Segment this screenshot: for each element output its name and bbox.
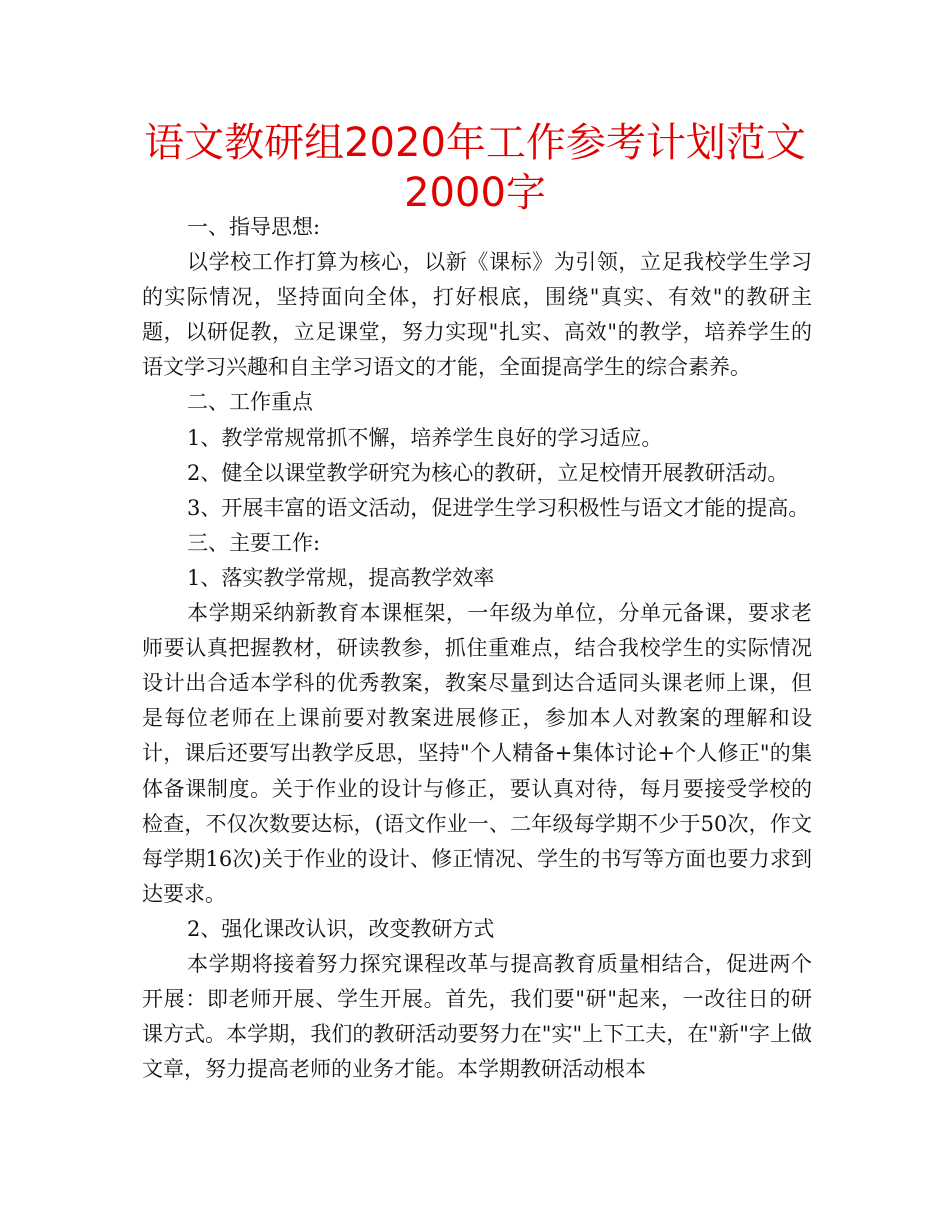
document-body	[142, 210, 812, 1087]
list-item: 3、开展丰富的语文活动，促进学生学习积极性与语文才能的提高。	[187, 495, 810, 520]
section-heading: 二、工作重点	[187, 390, 313, 415]
body-paragraph: 本学期采纳新教育本课框架，一年级为单位，分单元备课，要求老师要认真把握教材，研读教参，抓住重难点，结合我校学生的实际情况设计出合适本学科的优秀教案，教案尽量到达合适同头课老师上课，但是每位老师在上课前要对教案进展修正，参加本人对教案的理解和设计，课后还要写出教学反思，坚持"个人精备+集体讨论+个人修正"的集体备课制度。关于作业的设计与修正，要认真对待，每月要接受学校的检查，不仅次数要达标，(语文作业一、二年级每学期不少于50次，作文每学期16次)关于作业的设计、修正情况、学生的书写等方面也要力求到达要求。	[142, 601, 812, 906]
subsection-heading: 1、落实教学常规，提高教学效率	[187, 565, 495, 590]
body-paragraph: 以学校工作打算为核心，以新《课标》为引领，立足我校学生学习的实际情况，坚持面向全体，打好根底，围绕"真实、有效"的教研主题，以研促教，立足课堂，努力实现"扎实、高效"的教学，培养学生的语文学习兴趣和自主学习语文的才能，全面提高学生的综合素养。	[142, 250, 812, 380]
subsection-heading: 2、强化课改认识，改变教研方式	[187, 916, 495, 941]
document-title: 语文教研组2020年工作参考计划范文	[144, 120, 806, 166]
list-item: 2、健全以课堂教学研究为核心的教研，立足校情开展教研活动。	[187, 460, 789, 485]
section-heading: 一、指导思想:	[187, 215, 321, 239]
document-title-continued: 2000字	[404, 170, 546, 216]
section-heading: 三、主要工作:	[187, 530, 321, 555]
body-paragraph: 本学期将接着努力探究课程改革与提高教育质量相结合，促进两个开展：即老师开展、学生开展。首先，我们要"研"起来，一改往日的研课方式。本学期，我们的教研活动要努力在"实"上下工夫，在"新"字上做文章，努力提高老师的业务才能。本学期教研活动根本	[142, 951, 812, 1082]
list-item: 1、教学常规常抓不懈，培养学生良好的学习适应。	[187, 425, 663, 450]
